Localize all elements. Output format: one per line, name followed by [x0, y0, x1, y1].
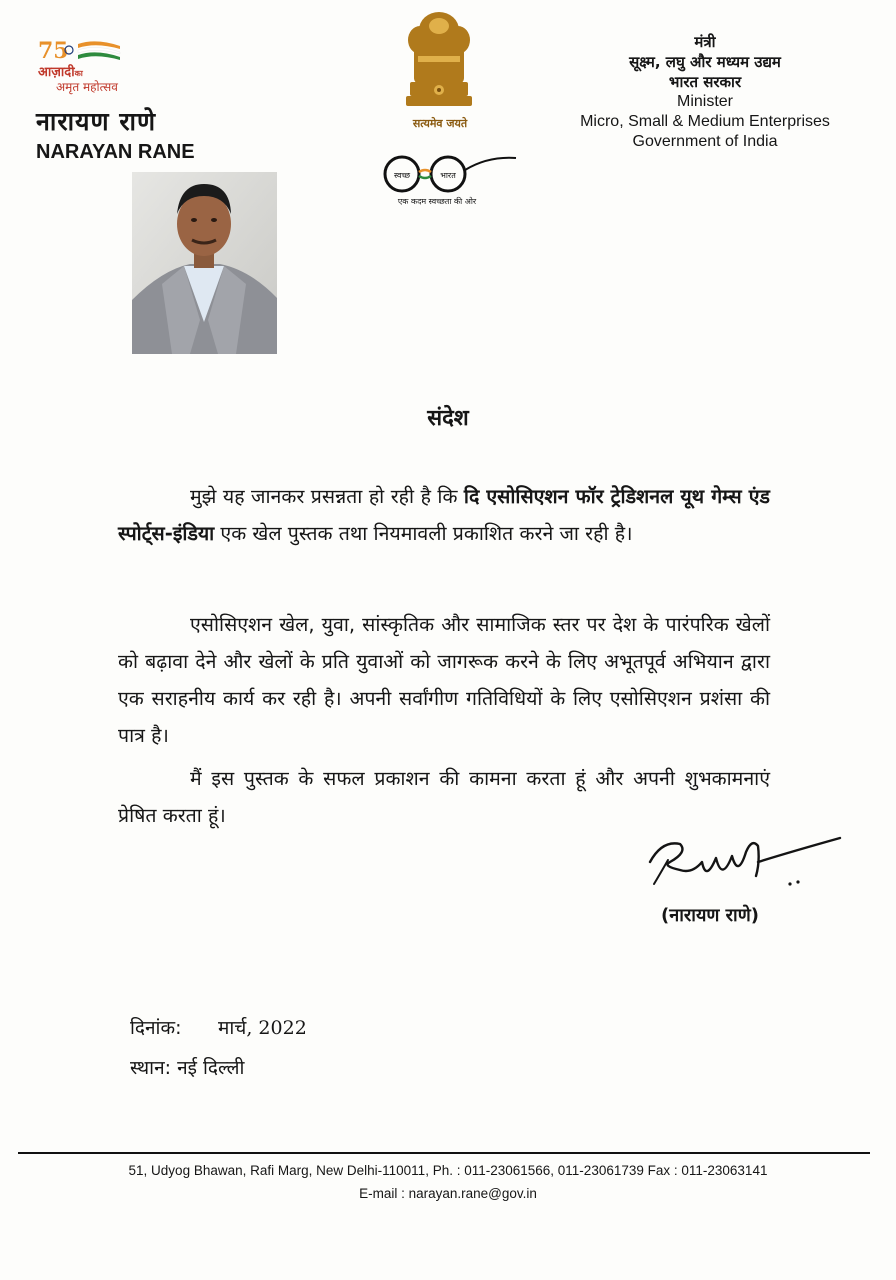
office-english-line-3: Government of India	[632, 133, 778, 150]
office-hindi-line-2: सूक्ष्म, लघु और मध्यम उद्यम	[629, 53, 781, 71]
footer-email: E-mail : narayan.rane@gov.in	[359, 1186, 537, 1201]
handwritten-signature	[640, 822, 850, 904]
p3-text: मैं इस पुस्तक के सफल प्रकाशन की कामना करता हूं और अपनी शुभकामनाएं प्रेषित करता हूं।	[118, 767, 770, 827]
footer-address: 51, Udyog Bhawan, Rafi Marg, New Delhi-110011, Ph. : 011-23061566, 011-23061739 Fax : 011-23063141	[128, 1163, 768, 1178]
office-hindi-line-3: भारत सरकार	[668, 73, 742, 91]
date-label: दिनांक:	[130, 1017, 182, 1039]
p1-text-after: एक खेल पुस्तक तथा नियमावली प्रकाशित करने जा रही है।	[214, 522, 633, 545]
date-row	[130, 1014, 307, 1040]
signatory-name: (नारायण राणे)	[661, 905, 759, 926]
date-value: मार्च, 2022	[218, 1017, 307, 1039]
national-emblem-icon	[396, 4, 482, 132]
office-hindi-line-1: मंत्री	[694, 33, 716, 51]
minister-portrait-photo	[132, 172, 277, 354]
office-designation	[560, 32, 850, 152]
footer-divider	[18, 1152, 870, 1154]
message-paragraph-2	[118, 606, 770, 754]
azadi-word: आज़ादी	[38, 65, 75, 80]
author-name-english: NARAYAN RANE	[36, 141, 195, 163]
place-value: नई दिल्ली	[177, 1057, 245, 1079]
place-row	[130, 1054, 244, 1080]
place-label: स्थान:	[130, 1057, 172, 1079]
swachh-right-word: भारत	[440, 171, 456, 180]
message-paragraph-1	[118, 478, 770, 552]
swachh-left-word: स्वच्छ	[393, 171, 411, 180]
association-name: दि एसोसिएशन फॉर ट्रेडिशनल यूथ गेम्स एंड स्पोर्ट्स-इंडिया	[118, 485, 770, 545]
azadi-number: 75	[38, 38, 69, 64]
p1-text-before: मुझे यह जानकर प्रसन्नता हो रही है कि	[190, 485, 464, 508]
azadi-line2: अमृत महोत्सव	[56, 80, 118, 94]
message-heading: संदेश	[427, 405, 469, 431]
office-english-line-2: Micro, Small & Medium Enterprises	[580, 113, 830, 130]
azadi-ka: का	[74, 69, 83, 78]
emblem-motto: सत्यमेव जयते	[412, 117, 468, 130]
office-english-line-1: Minister	[676, 93, 733, 110]
azadi-ka-amrit-mahotsav-logo	[36, 36, 136, 98]
swachh-tagline: एक कदम स्वच्छता की ओर	[397, 197, 477, 206]
author-name-hindi: नारायण राणे	[36, 107, 157, 136]
p2-text: एसोसिएशन खेल, युवा, सांस्कृतिक और सामाजिक स्तर पर देश के पारंपरिक खेलों को बढ़ावा देने और खेलों के प्रति युवाओं को जागरूक करने के लिए अभूतपूर्व अभियान द्वारा एक सराहनीय कार्य कर रही है। अपनी सर्वांगीण गतिविधियों के लिए एसोसिएशन प्रशंसा की पात्र है।	[118, 613, 770, 747]
